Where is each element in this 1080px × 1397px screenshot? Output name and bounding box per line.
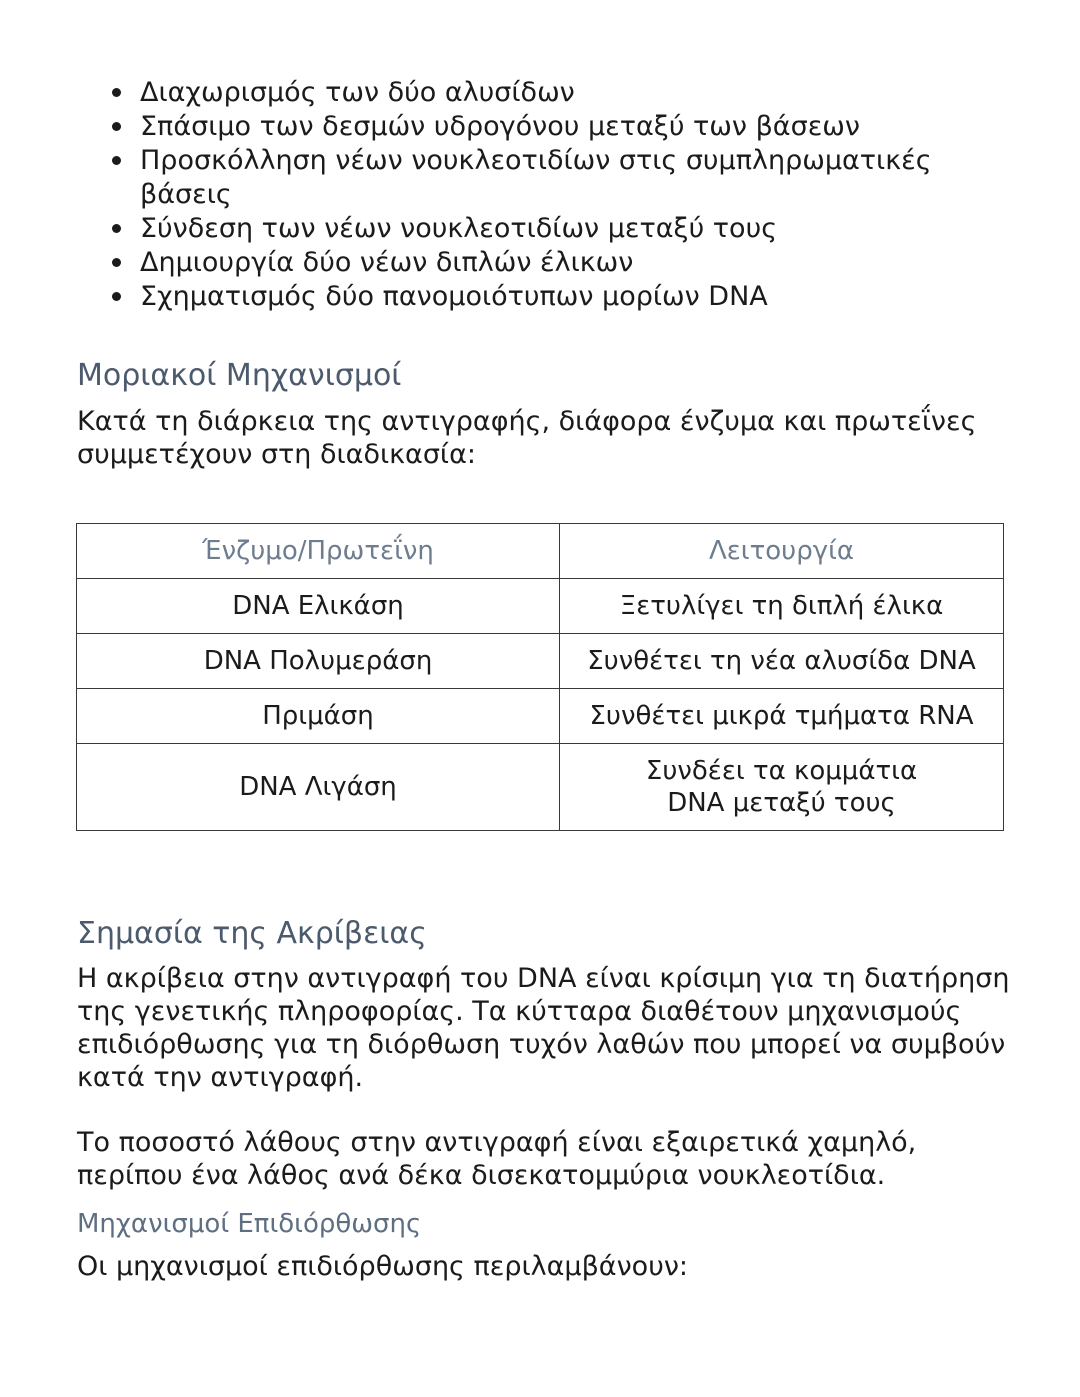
section-heading-repair: Μηχανισμοί Επιδιόρθωσης	[77, 1209, 422, 1239]
section-heading-accuracy: Σημασία της Ακρίβειας	[77, 916, 427, 951]
list-item: Σχηματισμός δύο πανομοιότυπων μορίων DNA	[108, 280, 988, 314]
table-cell: Συνθέτει τη νέα αλυσίδα DNA	[560, 634, 1004, 689]
repair-intro: Οι μηχανισμοί επιδιόρθωσης περιλαμβάνουν:	[77, 1251, 688, 1282]
table-cell: DNA Λιγάση	[77, 744, 560, 831]
table-row	[77, 579, 1004, 634]
column-header: Λειτουργία	[560, 524, 1004, 579]
list-item: Προσκόλληση νέων νουκλεοτιδίων στις συμπληρωματικές βάσεις	[108, 144, 988, 212]
table-cell: DNA Ελικάση	[77, 579, 560, 634]
table-cell: Συνθέτει μικρά τμήματα RNA	[560, 689, 1004, 744]
accuracy-paragraph: Η ακρίβεια στην αντιγραφή του DNA είναι κρίσιμη για τη διατήρηση της γενετικής πληροφορίας. Τα κύτταρα διαθέτουν μηχανισμούς επιδιόρθωσης για τη διόρθωση τυχόν λαθών που μπορεί να συμβούν κατά την αντιγραφή.	[77, 963, 1010, 1093]
error-rate-paragraph: Το ποσοστό λάθους στην αντιγραφή είναι εξαιρετικά χαμηλό, περίπου ένα λάθος ανά δέκα δισεκατομμύρια νουκλεοτίδια.	[77, 1127, 917, 1191]
list-item: Διαχωρισμός των δύο αλυσίδων	[108, 76, 988, 110]
section-heading-mechanisms: Μοριακοί Μηχανισμοί	[77, 358, 402, 393]
table-cell: Πριμάση	[77, 689, 560, 744]
list-item: Σπάσιμο των δεσμών υδρογόνου μεταξύ των βάσεων	[108, 110, 988, 144]
mechanisms-intro: Κατά τη διάρκεια της αντιγραφής, διάφορα ένζυμα και πρωτεΐνες συμμετέχουν στη διαδικασία:	[77, 406, 977, 470]
table-row	[77, 744, 1004, 831]
list-item: Δημιουργία δύο νέων διπλών έλικων	[108, 246, 988, 280]
table-row	[77, 689, 1004, 744]
table-header-row	[77, 524, 1004, 579]
table-cell: DNA Πολυμεράση	[77, 634, 560, 689]
table-cell: Ξετυλίγει τη διπλή έλικα	[560, 579, 1004, 634]
enzymes-table	[76, 523, 1004, 831]
list-item: Σύνδεση των νέων νουκλεοτιδίων μεταξύ τους	[108, 212, 988, 246]
replication-steps-list	[108, 76, 988, 314]
table-cell	[560, 744, 1004, 831]
table-row	[77, 634, 1004, 689]
table-cell-text: Συνδέει τα κομμάτια DNA μεταξύ τους	[645, 756, 918, 818]
column-header: Ένζυμο/Πρωτεΐνη	[77, 524, 560, 579]
